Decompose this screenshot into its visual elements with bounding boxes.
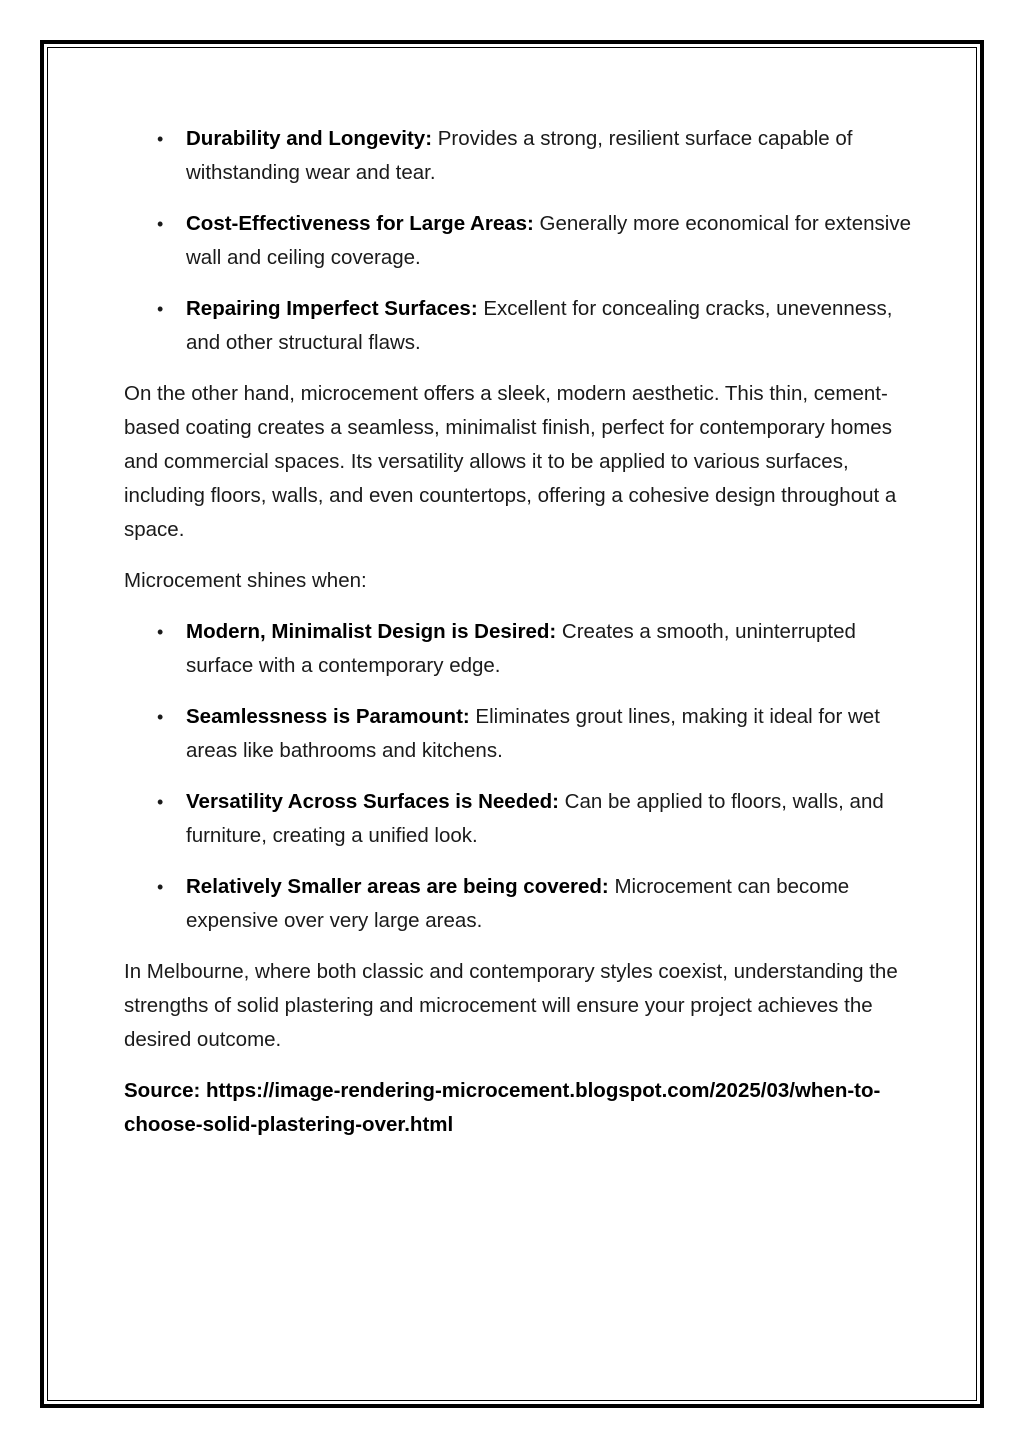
- list-item: [124, 870, 914, 938]
- list-item-term: Cost-Effectiveness for Large Areas:: [186, 212, 534, 235]
- list-item-term: Modern, Minimalist Design is Desired:: [186, 620, 557, 643]
- bullet-icon: •: [157, 707, 164, 727]
- benefits-list-plastering: [124, 122, 914, 360]
- list-item-term: Seamlessness is Paramount:: [186, 705, 470, 728]
- bullet-icon: •: [157, 214, 164, 234]
- microcement-intro-paragraph: On the other hand, microcement offers a sleek, modern aesthetic. This thin, cement-based coating creates a seamless, minimalist finish, perfect for contemporary homes and commercial spaces. Its versatility allows it to be applied to various surfaces, including floors, walls, and even countertops, offering a cohesive design throughout a space.: [124, 382, 897, 541]
- list-item-text: Eliminates grout lines, making it ideal for wet areas like bathrooms and kitchens.: [186, 705, 880, 762]
- microcement-shines-heading: Microcement shines when:: [124, 569, 367, 592]
- list-item: [124, 785, 914, 853]
- benefits-list-microcement: [124, 615, 914, 938]
- source-link[interactable]: Source: https://image-rendering-microcement.blogspot.com/2025/03/when-to-choose-solid-plastering-over.html: [124, 1079, 881, 1136]
- list-item-term: Repairing Imperfect Surfaces:: [186, 297, 478, 320]
- bullet-icon: •: [157, 877, 164, 897]
- bullet-icon: •: [157, 792, 164, 812]
- bullet-icon: •: [157, 299, 164, 319]
- list-item-term: Relatively Smaller areas are being covered:: [186, 875, 609, 898]
- list-item-text: Generally more economical for extensive wall and ceiling coverage.: [186, 212, 911, 269]
- list-item: [124, 207, 914, 275]
- list-item-text: Excellent for concealing cracks, unevenness, and other structural flaws.: [186, 297, 893, 354]
- melbourne-conclusion-paragraph: In Melbourne, where both classic and contemporary styles coexist, understanding the strengths of solid plastering and microcement will ensure your project achieves the desired outcome.: [124, 960, 898, 1051]
- list-item: [124, 615, 914, 683]
- list-item: [124, 122, 914, 190]
- bullet-icon: •: [157, 622, 164, 642]
- list-item: [124, 700, 914, 768]
- list-item-text: Can be applied to floors, walls, and furniture, creating a unified look.: [186, 790, 884, 847]
- document-body: [124, 122, 914, 1159]
- list-item-text: Provides a strong, resilient surface capable of withstanding wear and tear.: [186, 127, 853, 184]
- bullet-icon: •: [157, 129, 164, 149]
- list-item-text: Creates a smooth, uninterrupted surface with a contemporary edge.: [186, 620, 856, 677]
- list-item-term: Versatility Across Surfaces is Needed:: [186, 790, 559, 813]
- list-item: [124, 292, 914, 360]
- list-item-text: Microcement can become expensive over very large areas.: [186, 875, 850, 932]
- list-item-term: Durability and Longevity:: [186, 127, 433, 150]
